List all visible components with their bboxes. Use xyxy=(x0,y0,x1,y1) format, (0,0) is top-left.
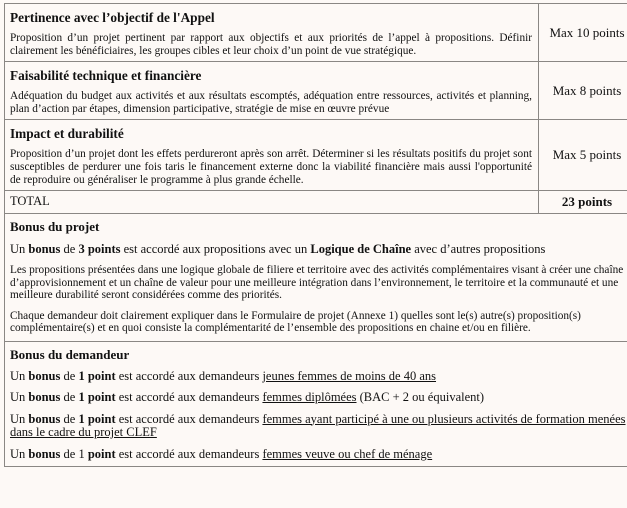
evaluation-grid-document xyxy=(4,3,626,467)
bold-fragment: bonus xyxy=(28,242,61,256)
criterion-points: Max 5 points xyxy=(539,120,627,191)
criterion-row xyxy=(5,62,627,120)
bold-fragment: bonus xyxy=(28,390,61,404)
text-fragment: Un xyxy=(10,390,29,404)
bonus-demandeur-title: Bonus du demandeur xyxy=(10,346,130,362)
criterion-points: Max 10 points xyxy=(539,4,627,62)
criterion-description: Adéquation du budget aux activités et aux résultats escomptés, adéquation entre ressources, activités et planning, plan d’action par étapes, dimension participative, stratégie de mise en œuvre prévue xyxy=(10,90,532,115)
criterion-cell xyxy=(5,62,539,120)
total-label: TOTAL xyxy=(5,191,539,214)
bonus-projet-line xyxy=(10,242,627,256)
criterion-title: Pertinence avec l’objectif de l'Appel xyxy=(10,10,215,25)
text-fragment: (BAC + 2 ou équivalent) xyxy=(356,390,485,404)
text-fragment: de 1 xyxy=(60,446,88,461)
text-fragment: est accordé aux demandeurs xyxy=(115,390,263,404)
text-fragment: est accordé aux demandeurs xyxy=(115,368,263,383)
bonus-demandeur-row xyxy=(5,341,627,467)
bonus-demandeur-item xyxy=(10,370,627,384)
bold-fragment: 1 point xyxy=(78,390,116,404)
criterion-cell xyxy=(5,4,539,62)
total-points: 23 points xyxy=(539,191,627,214)
underlined-fragment: femmes diplômées xyxy=(262,390,357,404)
bonus-demandeur-item xyxy=(10,448,627,462)
text-fragment: de xyxy=(60,390,79,404)
bold-fragment: bonus xyxy=(28,411,61,426)
criterion-cell xyxy=(5,120,539,191)
bold-fragment: bonus xyxy=(28,446,61,461)
criterion-description: Proposition d’un projet dont les effets perdureront après son arrêt. Déterminer si les résultats positifs du projet sont susceptibles de perdurer une fois taris le financement externe donc la viabilité financière mais aussi l'opportunité de reproduire ou généraliser le programme à plus grande échelle. xyxy=(10,148,532,186)
bonus-demandeur-cell xyxy=(5,341,627,467)
evaluation-table xyxy=(4,3,627,467)
bold-fragment: bonus xyxy=(28,368,61,383)
bold-fragment: point xyxy=(87,446,116,461)
criterion-points: Max 8 points xyxy=(539,62,627,120)
text-fragment: est accordé aux demandeurs xyxy=(115,411,263,426)
bonus-demandeur-item xyxy=(10,413,627,440)
criterion-row xyxy=(5,120,627,191)
criterion-title: Impact et durabilité xyxy=(10,126,124,141)
text-fragment: de xyxy=(60,242,79,256)
bonus-projet-cell xyxy=(5,214,627,342)
bonus-projet-title: Bonus du projet xyxy=(10,219,100,234)
underlined-fragment: femmes ayant participé à une ou plusieurs activités de formation menées dans le cadre du projet CLEF xyxy=(10,411,626,439)
text-fragment: de xyxy=(60,411,79,426)
text-fragment: de xyxy=(60,368,79,383)
criterion-title: Faisabilité technique et financière xyxy=(10,68,202,83)
bonus-projet-paragraph: Chaque demandeur doit clairement expliquer dans le Formulaire de projet (Annexe 1) quelles sont le(s) autre(s) proposition(s) complémentaire(s) et en quoi consiste la complémentarité de l’ensemble des propositions en chaine et/ou en filière. xyxy=(10,309,581,334)
text-fragment: est accordé aux propositions avec un xyxy=(120,242,311,256)
criterion-row xyxy=(5,4,627,62)
bold-fragment: 1 point xyxy=(78,411,116,426)
text-fragment: est accordé aux demandeurs xyxy=(115,446,263,461)
text-fragment: avec d’autres propositions xyxy=(411,242,546,256)
text-fragment: Un xyxy=(10,368,29,383)
bold-fragment: 1 point xyxy=(78,368,116,383)
underlined-fragment: femmes veuve ou chef de ménage xyxy=(262,446,433,461)
bonus-projet-row xyxy=(5,214,627,342)
underlined-fragment: jeunes femmes de moins de 40 ans xyxy=(262,368,437,383)
criterion-description: Proposition d’un projet pertinent par rapport aux objectifs et aux priorités de l’appel à propositions. Définir clairement les bénéficiaires, les groupes cibles et leur choix d’un point de vue stratégique. xyxy=(10,32,532,57)
text-fragment: Un xyxy=(10,446,29,461)
bonus-projet-paragraph: Les propositions présentées dans une logique globale de filiere et territoire avec des activités complémentaires visant à créer une chaîne d’approvisionnement et un chaîne de valeur pour une meilleure intégration dans l’environnement, le territoire et la communauté et une meilleure durabilité seront considérées comme des priorités. xyxy=(10,264,624,301)
bonus-demandeur-item xyxy=(10,391,627,405)
total-row xyxy=(5,191,627,214)
bold-fragment: Logique de Chaîne xyxy=(310,242,412,256)
text-fragment: Un xyxy=(10,411,29,426)
bold-fragment: 3 points xyxy=(78,242,121,256)
text-fragment: Un xyxy=(10,242,29,256)
